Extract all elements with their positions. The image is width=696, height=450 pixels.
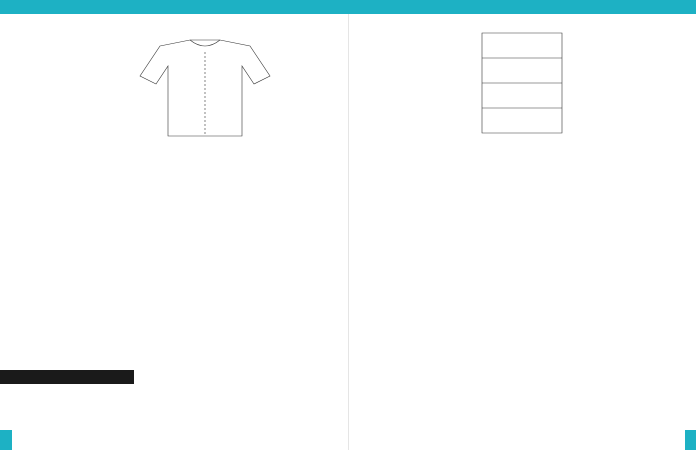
- left-col-3: [130, 154, 198, 444]
- garment-diagram-svg: [130, 36, 280, 146]
- right-corner-tag: [685, 430, 696, 450]
- pattern-banner: [0, 370, 134, 384]
- left-col-2: [68, 20, 126, 340]
- left-page: [0, 14, 348, 450]
- right-col-1: [467, 154, 523, 444]
- right-col-4: [643, 20, 693, 430]
- right-page: [348, 14, 696, 450]
- header-bar: [0, 0, 696, 14]
- left-col-4: [204, 154, 272, 444]
- diagram-neckline: [190, 40, 220, 46]
- left-corner-tag: [0, 430, 12, 450]
- left-col-1: [6, 20, 64, 340]
- garment-diagram: [130, 36, 280, 146]
- right-col-3: [587, 20, 639, 440]
- right-col-2: [527, 20, 583, 440]
